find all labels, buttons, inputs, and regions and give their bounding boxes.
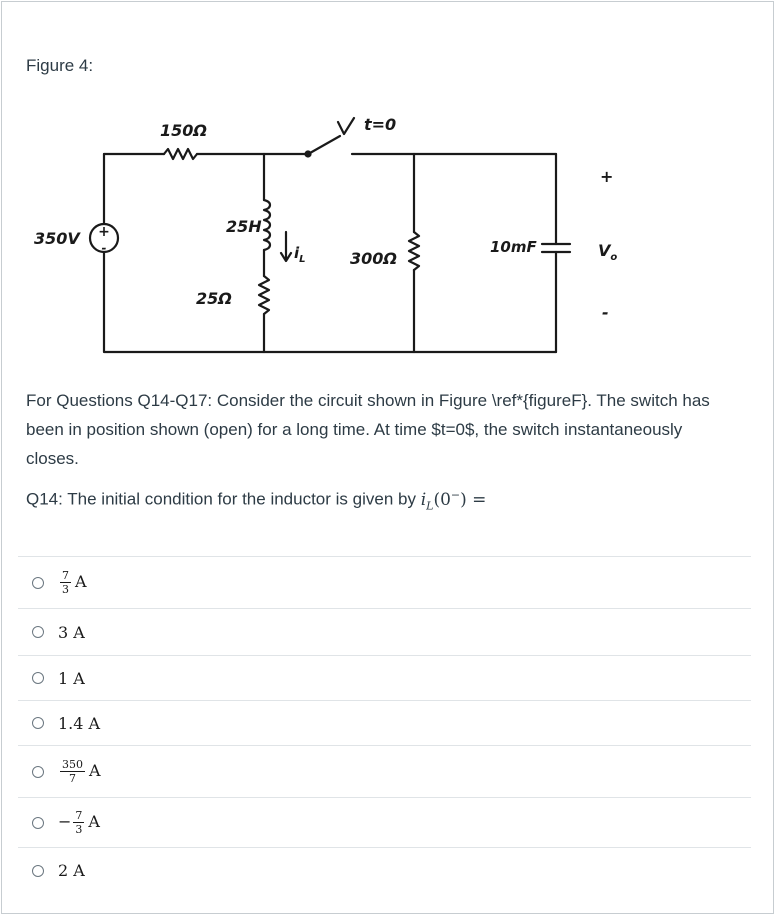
answer-option[interactable] (18, 745, 751, 797)
answer-label: 1.4 A (58, 713, 101, 733)
answer-label: − $\frac{7}{3}$ A (58, 809, 100, 836)
answer-option[interactable] (18, 655, 751, 700)
answer-option[interactable] (18, 556, 751, 608)
inductor-coil (264, 200, 270, 250)
question-text (26, 488, 746, 512)
answer-label: 2 A (58, 861, 85, 880)
radio-button[interactable] (32, 717, 44, 729)
wire-bottom-left (104, 252, 556, 352)
radio-button[interactable] (32, 577, 44, 589)
vo-plus: + (600, 167, 614, 186)
answer-label: 3 A (58, 622, 85, 642)
question-paragraph: For Questions Q14-Q17: Consider the circuit shown in Figure \ref*{figureF}. The switch has been in position shown (open) for a long time. At time $t=0$, the switch instantaneously closes. (26, 391, 710, 468)
r2-label: 25Ω (196, 289, 232, 308)
figure-label: Figure 4: (26, 56, 94, 75)
answer-option[interactable] (18, 847, 751, 893)
source-label: 350V (34, 229, 80, 248)
answer-label: 1 A (58, 668, 85, 688)
answer-option[interactable] (18, 608, 751, 655)
question-math: $i_L(0^-)$ = (420, 488, 487, 513)
resistor-300-zigzag (409, 232, 419, 270)
inductor-label: 25H (226, 217, 262, 236)
r1-label: 150Ω (160, 121, 207, 140)
question-prefix: Q14: The initial condition for the inductor is given by (26, 489, 421, 509)
radio-button[interactable] (32, 817, 44, 829)
answer-label: $\frac{350}{7}$ A (62, 758, 101, 785)
current-arrow (281, 232, 291, 261)
source-minus: - (101, 241, 107, 255)
current-label: $i_L$ (294, 244, 306, 265)
answer-option[interactable] (18, 797, 751, 847)
answer-list (18, 556, 751, 893)
radio-button[interactable] (32, 766, 44, 778)
answer-label: $\frac{7}{3}$ A (62, 569, 87, 596)
circuit-diagram (28, 100, 628, 370)
answer-option[interactable] (18, 700, 751, 745)
switch-blade (310, 136, 340, 153)
vo-label: $V_o$ (598, 241, 618, 263)
r3-label: 300Ω (350, 249, 397, 268)
cap-label: 10mF (490, 238, 537, 256)
vo-minus: - (602, 303, 609, 322)
resistor-25-zigzag (259, 276, 269, 314)
radio-button[interactable] (32, 672, 44, 684)
resistor-150-zigzag (164, 149, 197, 159)
radio-button[interactable] (32, 865, 44, 877)
switch-label: t=0 (364, 115, 397, 134)
radio-button[interactable] (32, 626, 44, 638)
source-plus: + (98, 224, 110, 240)
